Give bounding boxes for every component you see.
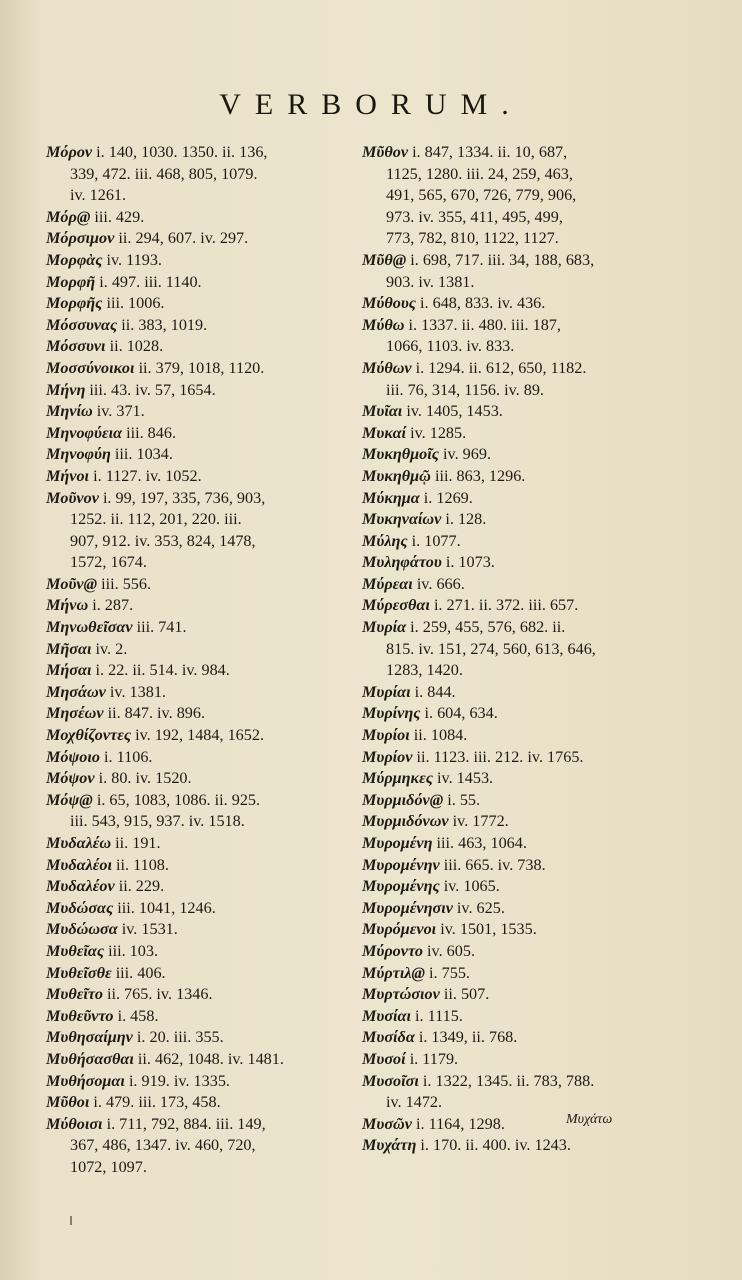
entry-headword: Μῦθον [362, 143, 409, 161]
index-entry [362, 963, 682, 985]
index-entry [46, 790, 364, 833]
index-entry [362, 703, 682, 725]
index-entry [46, 380, 364, 402]
index-entry [46, 833, 364, 855]
index-entry [46, 703, 364, 725]
entry-references: iii. 103. [108, 941, 159, 960]
index-entry [46, 747, 364, 769]
entry-headword: Μησέων [46, 704, 104, 723]
entry-references: i. 271. ii. 372. iii. 657. [433, 596, 579, 615]
index-entry [362, 876, 682, 898]
entry-references: i. 711, 792, 884. iii. 149, 367, 486, 1347. iv. 460, 720, 1072, 1097. [70, 1114, 266, 1176]
entry-references: ii. 294, 607. iv. 297. [118, 229, 249, 248]
entry-references: i. 1127. iv. 1052. [93, 466, 202, 485]
entry-references: i. 65, 1083, 1086. ii. 925. iii. 543, 915, 937. iv. 1518. [70, 790, 261, 831]
entry-references: iv. 1531. [121, 920, 178, 939]
index-entry [362, 444, 682, 466]
entry-references: iv. 1772. [452, 812, 509, 831]
index-entry [46, 272, 364, 294]
entry-references: ii. 1108. [116, 855, 169, 874]
index-entry [46, 855, 364, 877]
index-entry [46, 919, 364, 941]
entry-references: i. 1337. ii. 480. iii. 187, 1066, 1103. iv. 833. [386, 315, 561, 356]
index-entry [46, 984, 364, 1006]
index-entry [46, 1006, 364, 1028]
index-entry [46, 336, 364, 358]
index-entry [362, 401, 682, 423]
index-entry [46, 617, 364, 639]
entry-headword: Μήσαι [46, 661, 92, 680]
entry-references: iii. 1006. [106, 294, 165, 313]
entry-references: ii. 1123. iii. 212. iv. 1765. [416, 747, 584, 766]
index-entry [362, 1114, 682, 1136]
entry-references: ii. 462, 1048. iv. 1481. [137, 1049, 284, 1068]
entry-references: i. 919. iv. 1335. [128, 1071, 230, 1090]
index-entry [362, 531, 682, 553]
entry-headword: Μῆσαι [46, 639, 92, 658]
index-entry [362, 595, 682, 617]
entry-headword: Μύθους [362, 294, 416, 313]
index-entry [362, 833, 682, 855]
index-entry [362, 1006, 682, 1028]
index-entry [46, 574, 364, 596]
entry-headword: Μυσῶν [362, 1114, 412, 1133]
entry-references: ii. 229. [118, 877, 165, 896]
index-entry [46, 725, 364, 747]
entry-headword: Μησάων [46, 682, 106, 701]
entry-headword: Μυσίδα [362, 1028, 415, 1047]
entry-headword: Μόσσυνας [46, 315, 118, 334]
entry-headword: Μοσσύνοικοι [46, 358, 135, 377]
entry-headword: Μυκηναίων [362, 510, 442, 529]
entry-headword: Μοῦνον [46, 488, 99, 507]
index-entry [362, 1027, 682, 1049]
index-entry [362, 790, 682, 812]
entry-references: iii. 463, 1064. [436, 834, 527, 852]
entry-references: iv. 625. [456, 898, 505, 917]
entry-headword: Μυρομένην [362, 855, 440, 874]
entry-headword: Μηνοφύη [46, 445, 111, 464]
entry-references: i. 604, 634. [424, 704, 498, 723]
index-entry [46, 250, 364, 272]
index-entry [362, 552, 682, 574]
index-entry [46, 768, 364, 790]
index-entry [46, 423, 364, 445]
entry-references: i. 1106. [104, 747, 153, 766]
entry-references: i. 1349, ii. 768. [418, 1028, 518, 1047]
entry-references: iii. 43. iv. 57, 1654. [89, 380, 216, 399]
entry-headword: Μῦθ@ [362, 250, 407, 269]
entry-headword: Μυθήσομαι [46, 1071, 125, 1090]
entry-headword: Μυληφάτου [362, 553, 442, 572]
entry-headword: Μύλης [362, 531, 408, 550]
entry-references: ii. 847. iv. 896. [107, 704, 206, 723]
margin-mark [70, 1216, 72, 1225]
entry-references: iv. 1453. [437, 769, 494, 788]
index-entry [46, 595, 364, 617]
entry-references: i. 80. iv. 1520. [98, 769, 192, 788]
entry-headword: Μήνω [46, 596, 89, 615]
entry-headword: Μόψ@ [46, 790, 93, 809]
entry-headword: Μυρίαι [362, 682, 411, 701]
index-entry [362, 315, 682, 358]
entry-references: i. 698, 717. iii. 34, 188, 683, 903. iv. 1381. [386, 250, 595, 291]
index-entry [362, 941, 682, 963]
page-heading: VERBORUM. [219, 88, 523, 121]
entry-headword: Μυθεῖτο [46, 985, 103, 1004]
entry-headword: Μυρμιδόνων [362, 812, 449, 831]
entry-headword: Μύθω [362, 315, 405, 334]
entry-references: i. 20. iii. 355. [136, 1028, 224, 1047]
entry-headword: Μυθήσασθαι [46, 1049, 134, 1068]
entry-references: i. 1115. [415, 1006, 463, 1025]
entry-references: iii. 556. [101, 574, 152, 593]
entry-references: i. 497. iii. 1140. [99, 272, 202, 291]
index-entry [362, 293, 682, 315]
catchword: Μυχάτω [566, 1112, 613, 1127]
entry-references: i. 170. ii. 400. iv. 1243. [420, 1136, 571, 1155]
entry-headword: Μυρία [362, 618, 407, 637]
entry-headword: Μυδαλέω [46, 834, 112, 852]
entry-headword: Μύκημα [362, 488, 420, 507]
index-entry [362, 855, 682, 877]
entry-headword: Μυῖαι [362, 402, 403, 421]
entry-headword: Μηνοφύεια [46, 423, 123, 442]
entry-references: iii. 665. iv. 738. [443, 855, 546, 874]
entry-headword: Μυσοῖσι [362, 1071, 419, 1090]
entry-references: i. 22. ii. 514. iv. 984. [95, 661, 230, 680]
entry-headword: Μύρμηκες [362, 769, 433, 788]
entry-references: i. 1073. [445, 553, 495, 572]
left-column [46, 142, 364, 1179]
entry-headword: Μύθοισι [46, 1114, 103, 1133]
index-entry [46, 941, 364, 963]
entry-headword: Μορφῆ [46, 272, 96, 291]
entry-headword: Μυσίαι [362, 1006, 411, 1025]
entry-headword: Μυχάτη [362, 1136, 417, 1155]
entry-references: ii. 507. [443, 985, 490, 1004]
index-entry [362, 1135, 682, 1157]
entry-references: iv. 1193. [106, 250, 162, 269]
entry-references: i. 128. [445, 510, 487, 529]
index-entry [46, 228, 364, 250]
entry-headword: Μυθησαίμην [46, 1028, 133, 1047]
entry-headword: Μυθεῦντο [46, 1006, 114, 1025]
entry-headword: Μυκηθμοῖς [362, 445, 439, 464]
entry-headword: Μύροντο [362, 941, 423, 960]
entry-references: iii. 429. [94, 207, 145, 226]
index-entry [362, 250, 682, 293]
index-entry [46, 1027, 364, 1049]
entry-references: iii. 406. [115, 963, 166, 982]
entry-headword: Μυσοί [362, 1049, 406, 1068]
entry-headword: Μύθων [362, 358, 412, 377]
entry-references: iii. 863, 1296. [434, 466, 526, 485]
entry-references: i. 1179. [409, 1049, 459, 1068]
entry-references: iv. 2. [95, 639, 128, 658]
entry-references: iv. 666. [416, 574, 465, 593]
entry-headword: Μυρτώσιον [362, 985, 440, 1004]
index-entry [362, 747, 682, 769]
entry-headword: Μορφῆς [46, 294, 103, 313]
entry-headword: Μυκαί [362, 423, 407, 442]
entry-references: iii. 741. [136, 618, 187, 637]
index-entry [362, 919, 682, 941]
entry-references: i. 755. [429, 963, 470, 982]
entry-headword: Μυθεῖσθε [46, 963, 112, 982]
entry-references: i. 458. [117, 1006, 159, 1025]
entry-headword: Μόψον [46, 769, 95, 788]
entry-references: i. 844. [414, 682, 456, 701]
entry-headword: Μυκηθμῷ [362, 466, 431, 485]
entry-headword: Μυρόμενοι [362, 920, 437, 939]
entry-headword: Μυδώσας [46, 898, 114, 917]
entry-headword: Μήνοι [46, 466, 90, 485]
index-entry [46, 639, 364, 661]
index-entry [362, 898, 682, 920]
index-entry [46, 358, 364, 380]
entry-headword: Μυδαλέον [46, 877, 115, 896]
entry-references: iv. 1381. [109, 682, 166, 701]
index-entry [46, 1092, 364, 1114]
entry-headword: Μύρεαι [362, 574, 413, 593]
entry-references: iii. 1034. [114, 445, 173, 464]
entry-headword: Μῦθοι [46, 1093, 90, 1112]
entry-references: iv. 1285. [410, 423, 467, 442]
entry-references: i. 99, 197, 335, 736, 903, 1252. ii. 112, 201, 220. iii. 907, 912. iv. 353, 824, 1478, 1572, 1674. [70, 488, 266, 572]
entry-headword: Μηνωθεῖσαν [46, 618, 133, 637]
entry-references: ii. 383, 1019. [121, 315, 208, 334]
entry-headword: Μυρμιδόν@ [362, 790, 444, 809]
entry-headword: Μόρ@ [46, 207, 91, 226]
index-entry [46, 142, 364, 207]
entry-headword: Μυρίον [362, 747, 413, 766]
entry-headword: Μηνίω [46, 402, 93, 421]
entry-references: iii. 846. [126, 423, 177, 442]
index-entry [362, 466, 682, 488]
entry-references: ii. 765. iv. 1346. [106, 985, 213, 1004]
entry-headword: Μυρομένη [362, 834, 433, 852]
entry-headword: Μυρίοι [362, 726, 410, 745]
entry-references: ii. 1084. [413, 726, 468, 745]
entry-references: iv. 192, 1484, 1652. [135, 726, 265, 745]
entry-references: iv. 605. [427, 941, 476, 960]
entry-headword: Μυρίνης [362, 704, 421, 723]
index-entry [362, 1049, 682, 1071]
entry-references: iv. 1501, 1535. [440, 920, 537, 939]
entry-references: i. 287. [92, 596, 134, 615]
index-entry [46, 963, 364, 985]
entry-headword: Μήνη [46, 380, 86, 399]
index-entry [46, 207, 364, 229]
entry-references: i. 1294. ii. 612, 650, 1182. iii. 76, 314, 1156. iv. 89. [386, 358, 587, 399]
index-entry [362, 617, 682, 682]
right-column [362, 142, 682, 1157]
entry-references: i. 140, 1030. 1350. ii. 136, 339, 472. iii. 468, 805, 1079. iv. 1261. [70, 143, 268, 205]
index-entry [46, 1071, 364, 1093]
index-entry [46, 488, 364, 574]
entry-references: ii. 379, 1018, 1120. [138, 358, 265, 377]
entry-references: i. 648, 833. iv. 436. [420, 294, 546, 313]
entry-headword: Μορφὰς [46, 250, 103, 269]
index-entry [362, 1071, 682, 1114]
index-entry [46, 898, 364, 920]
index-entry [362, 768, 682, 790]
entry-headword: Μυρομένης [362, 877, 440, 896]
index-entry [46, 1114, 364, 1179]
index-entry [46, 293, 364, 315]
entry-headword: Μοῦν@ [46, 574, 98, 593]
entry-references: i. 1269. [423, 488, 473, 507]
entry-headword: Μόψοιο [46, 747, 100, 766]
entry-references: i. 1164, 1298. [416, 1114, 505, 1133]
index-entry [362, 725, 682, 747]
index-entry [46, 315, 364, 337]
entry-headword: Μοχθίζοντες [46, 726, 132, 745]
entry-headword: Μόρον [46, 143, 93, 161]
entry-headword: Μόρσιμον [46, 229, 115, 248]
index-entry [362, 358, 682, 401]
index-entry [46, 682, 364, 704]
entry-references: i. 55. [447, 790, 481, 809]
index-entry [46, 444, 364, 466]
index-entry [46, 1049, 364, 1071]
entry-references: i. 1322, 1345. ii. 783, 788. iv. 1472. [386, 1071, 595, 1112]
entry-references: iv. 969. [443, 445, 492, 464]
entry-references: iii. 1041, 1246. [117, 898, 216, 917]
entry-references: ii. 191. [115, 834, 161, 852]
index-entry [362, 488, 682, 510]
entry-headword: Μόσσυνι [46, 337, 106, 356]
index-entry [362, 984, 682, 1006]
index-entry [362, 423, 682, 445]
index-entry [46, 466, 364, 488]
entry-headword: Μυδαλέοι [46, 855, 112, 874]
entry-references: iv. 1405, 1453. [406, 402, 503, 421]
entry-references: i. 847, 1334. ii. 10, 687, 1125, 1280. iii. 24, 259, 463, 491, 565, 670, 726, 779, 906, 973. iv. 355, 411, 495, 499, 773, 782, 810, 1122, 1127. [386, 143, 577, 248]
entry-headword: Μύρτιλ@ [362, 963, 425, 982]
entry-headword: Μυρομένησιν [362, 898, 453, 917]
index-entry [46, 876, 364, 898]
index-entry [362, 574, 682, 596]
index-entry [362, 682, 682, 704]
index-entry [362, 509, 682, 531]
entry-references: i. 259, 455, 576, 682. ii. 815. iv. 151, 274, 560, 613, 646, 1283, 1420. [386, 618, 596, 680]
entry-references: ii. 1028. [109, 337, 164, 356]
index-entry [46, 401, 364, 423]
entry-references: iv. 371. [96, 402, 145, 421]
index-entry [362, 811, 682, 833]
entry-headword: Μυδώωσα [46, 920, 118, 939]
entry-references: i. 479. iii. 173, 458. [93, 1093, 221, 1112]
index-entry [362, 142, 682, 250]
index-entry [46, 660, 364, 682]
entry-references: iv. 1065. [443, 877, 500, 896]
entry-headword: Μύρεσθαι [362, 596, 430, 615]
entry-references: i. 1077. [411, 531, 461, 550]
entry-headword: Μυθεῖας [46, 941, 105, 960]
